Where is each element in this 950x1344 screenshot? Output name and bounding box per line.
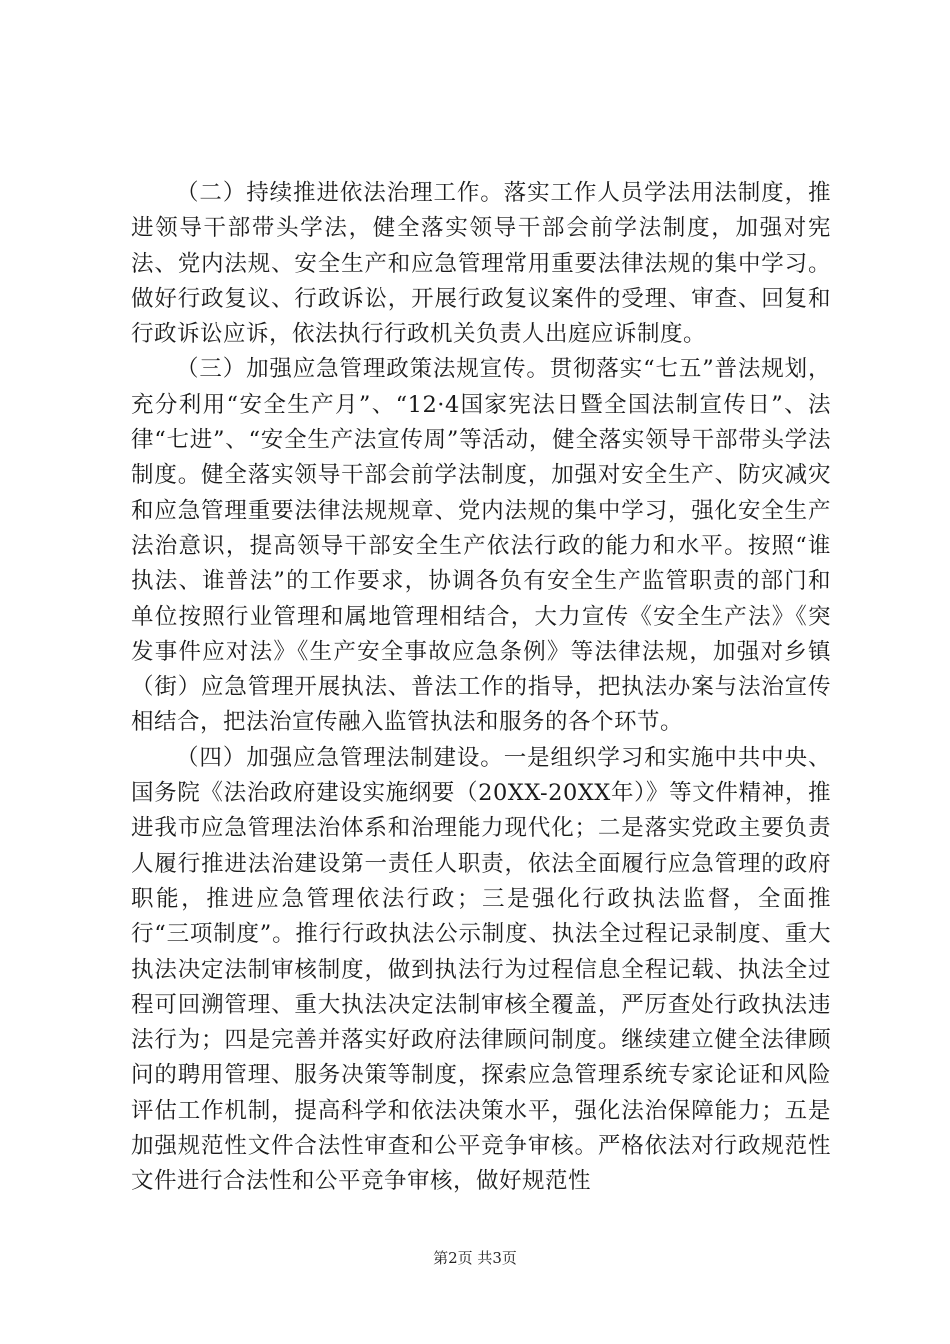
paragraph-section-4: （四）加强应急管理法制建设。一是组织学习和实施中共中央、国务院《法治政府建设实施纲要（20XX-20XX年）》等文件精神，推进我市应急管理法治体系和治理能力现代化；二是落实党政主要负责人履行推进法治建设第一责任人职责，依法全面履行应急管理的政府职能，推进应急管理依法行政；三是强化行政执法监督，全面推行“三项制度”。推行行政执法公示制度、执法全过程记录制度、重大执法决定法制审核制度，做到执法行为过程信息全程记载、执法全过程可回溯管理、重大执法决定法制审核全覆盖，严厉查处行政执法违法行为；四是完善并落实好政府法律顾问制度。继续建立健全法律顾问的聘用管理、服务决策等制度，探索应急管理系统专家论证和风险评估工作机制，提高科学和依法决策水平，强化法治保障能力；五是加强规范性文件合法性审查和公平竞争审核。严格依法对行政规范性文件进行合法性和公平竞争审核，做好规范性	[131, 744, 831, 1195]
document-body	[131, 176, 831, 1200]
page-footer	[0, 1247, 950, 1268]
paragraph-section-3: （三）加强应急管理政策法规宣传。贯彻落实“七五”普法规划，充分利用“安全生产月”、“12·4国家宪法日暨全国法制宣传日”、法律“七进”、“安全生产法宣传周”等活动，健全落实领导干部带头学法制度。健全落实领导干部会前学法制度，加强对安全生产、防灾减灾和应急管理重要法律法规规章、党内法规的集中学习，强化安全生产法治意识，提高领导干部安全生产依法行政的能力和水平。按照“谁执法、谁普法”的工作要求，协调各负有安全生产监管职责的部门和单位按照行业管理和属地管理相结合，大力宣传《安全生产法》《突发事件应对法》《生产安全事故应急条例》等法律法规，加强对乡镇（街）应急管理开展执法、普法工作的指导，把执法办案与法治宣传相结合，把法治宣传融入监管执法和服务的各个环节。	[131, 356, 831, 736]
paragraph-section-2: （二）持续推进依法治理工作。落实工作人员学法用法制度，推进领导干部带头学法，健全落实领导干部会前学法制度，加强对宪法、党内法规、安全生产和应急管理常用重要法律法规的集中学习。做好行政复议、行政诉讼，开展行政复议案件的受理、审查、回复和行政诉讼应诉，依法执行行政机关负责人出庭应诉制度。	[131, 180, 831, 348]
page-number-label: 第2页 共3页	[433, 1249, 517, 1267]
